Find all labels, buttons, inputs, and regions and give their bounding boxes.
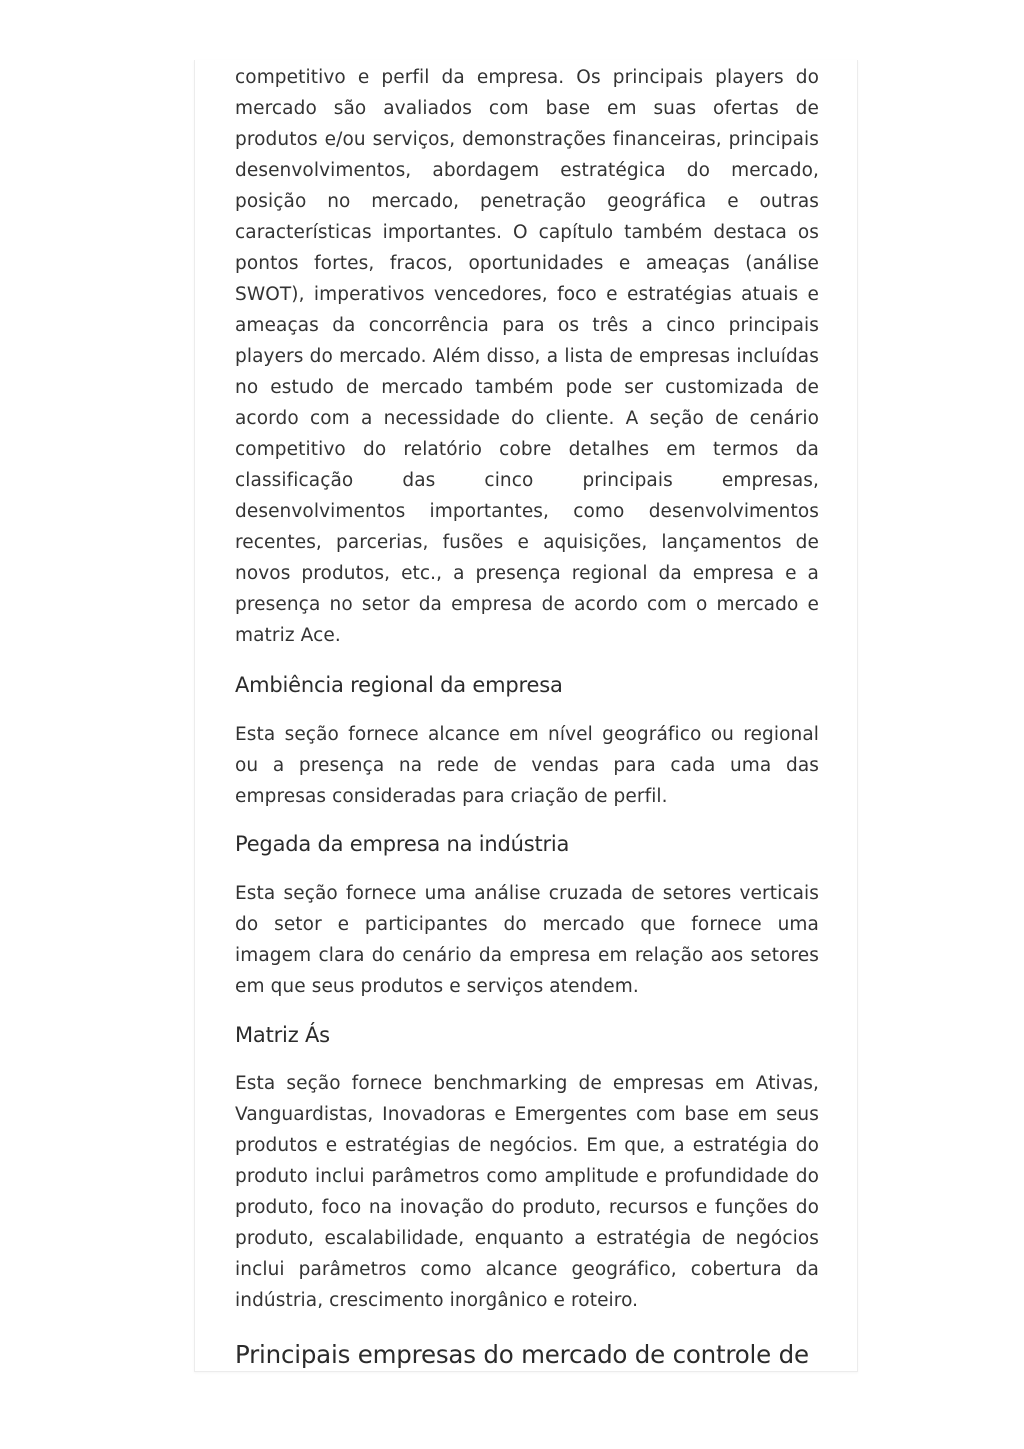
competitive-landscape-paragraph: competitivo e perfil da empresa. Os principais players do mercado são avaliados com base em suas ofertas de produtos e/ou serviços, demonstrações financeiras, principais desenvolvimentos, abordagem estratégica do mercado, posição no mercado, penetração geográfica e outras características importantes. O capítulo também destaca os pontos fortes, fracos, oportunidades e ameaças (análise SWOT), imperativos vencedores, foco e estratégias atuais e ameaças da concorrência para os três a cinco principais players do mercado. Além disso, a lista de empresas incluídas no estudo de mercado também pode ser customizada de acordo com a necessidade do cliente. A seção de cenário competitivo do relatório cobre detalhes em termos da classificação das cinco principais empresas, desenvolvimentos importantes, como desenvolvimentos recentes, parcerias, fusões e aquisições, lançamentos de novos produtos, etc., a presença regional da empresa e a presença no setor da empresa de acordo com o mercado e matriz Ace. [235, 67, 819, 646]
ace-matrix-paragraph: Esta seção fornece benchmarking de empresas em Ativas, Vanguardistas, Inovadoras e Emergentes com base em seus produtos e estratégias de negócios. Em que, a estratégia do produto inclui parâmetros como amplitude e profundidade do produto, foco na inovação do produto, recursos e funções do produto, escalabilidade, enquanto a estratégia de negócios inclui parâmetros como alcance geográfico, cobertura da indústria, crescimento inorgânico e roteiro. [235, 1073, 819, 1311]
article-card [194, 60, 858, 1372]
regional-heading: Ambiência regional da empresa [235, 673, 563, 697]
industry-footprint-paragraph: Esta seção fornece uma análise cruzada de setores verticais do setor e participantes do mercado que fornece uma imagem clara do cenário da empresa em relação aos setores em que seus produtos e serviços atendem. [235, 883, 819, 997]
ace-matrix-heading: Matriz Ás [235, 1023, 330, 1047]
industry-footprint-heading: Pegada da empresa na indústria [235, 832, 570, 856]
top-companies-heading: Principais empresas do mercado de controle de [235, 1340, 809, 1369]
regional-paragraph: Esta seção fornece alcance em nível geográfico ou regional ou a presença na rede de vendas para cada uma das empresas consideradas para criação de perfil. [235, 724, 819, 807]
article-content [235, 60, 819, 1372]
